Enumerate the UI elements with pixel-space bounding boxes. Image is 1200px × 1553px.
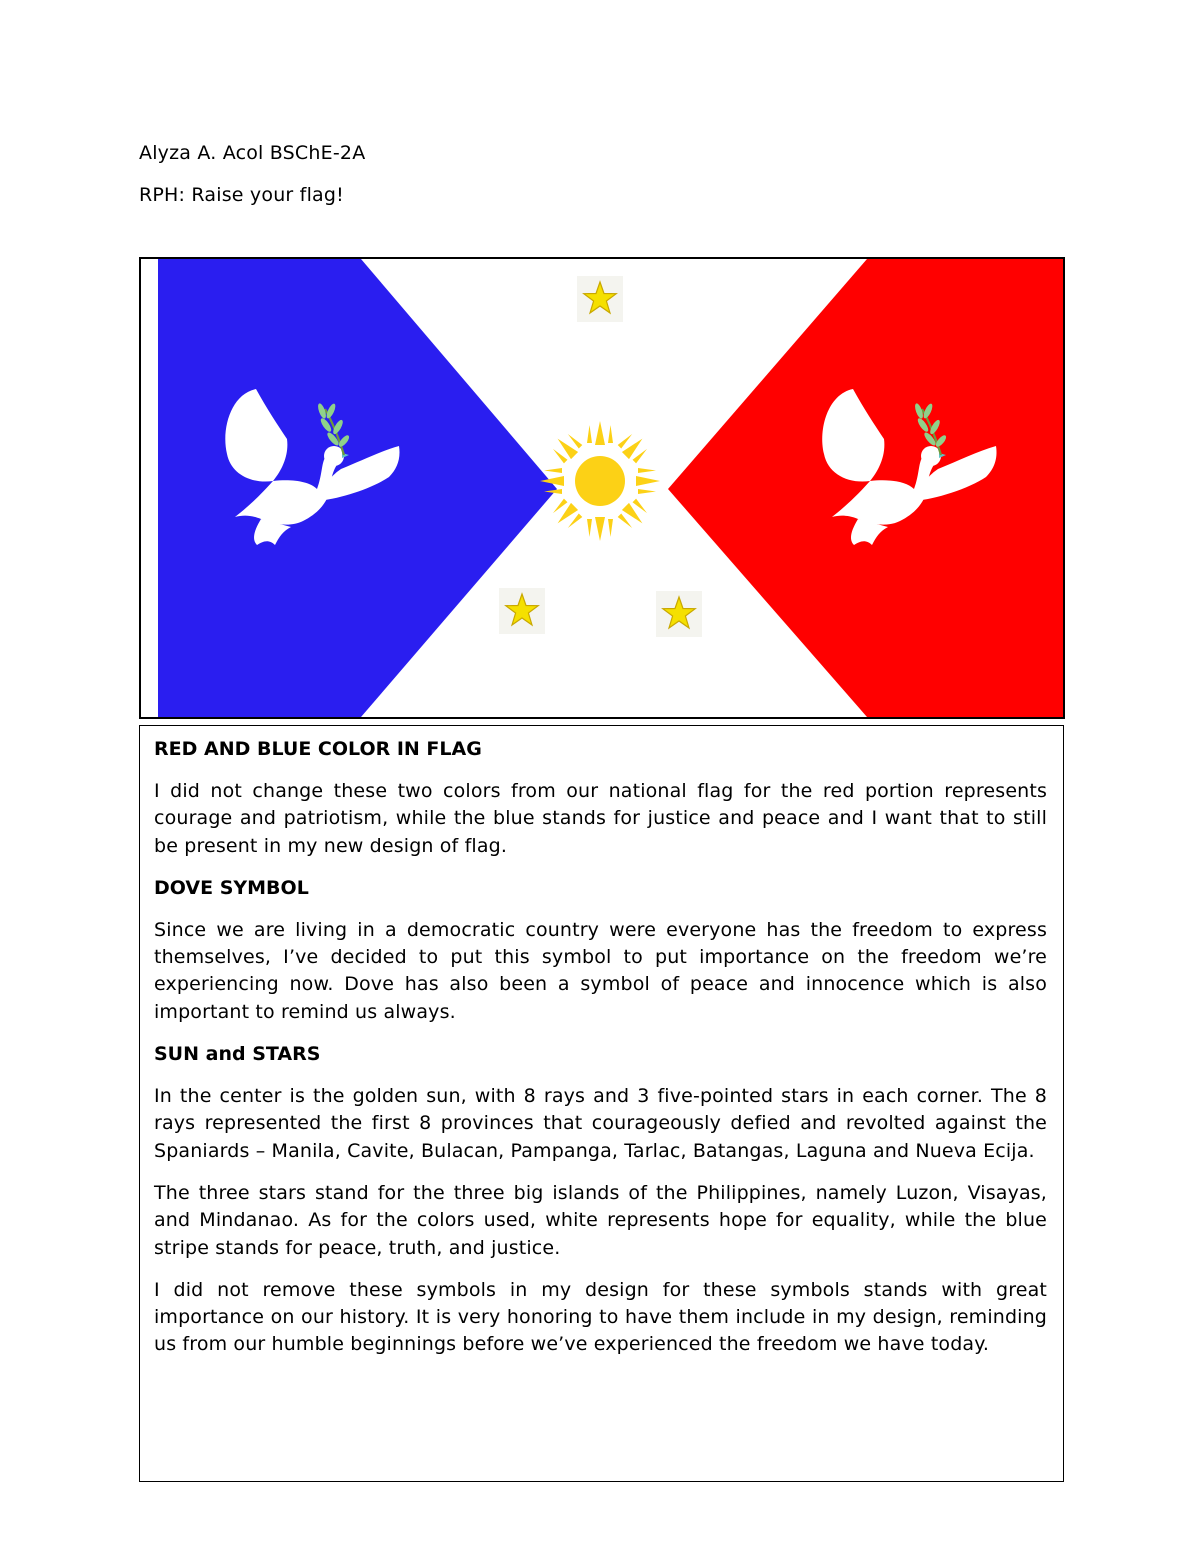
star-icon [656, 591, 702, 637]
section-paragraph: I did not remove these symbols in my design for these symbols stands with great importance on our history. It is very honoring to have them include in my design, reminding us from our humble beginnings before we’ve experienced the freedom we have today. [154, 1278, 1047, 1356]
star-icon [577, 276, 623, 322]
section-heading: SUN and STARS [154, 1043, 321, 1066]
assignment-title: RPH: Raise your flag! [139, 184, 344, 206]
section-paragraph: The three stars stand for the three big islands of the Philippines, namely Luzon, Visayas, and Mindanao. As for the colors used, white represents hope for equality, while the blue stripe stands for peace, truth, and justice. [154, 1181, 1047, 1259]
flag-svg [141, 259, 1063, 717]
section-paragraph: In the center is the golden sun, with 8 rays and 3 five-pointed stars in each corner. The 8 rays represented the first 8 provinces that courageously defied and revolted against the Spaniards – Manila, Cavite, Bulacan, Pampanga, Tarlac, Batangas, Laguna and Nueva Ecija. [154, 1085, 1047, 1162]
golden-sun-icon [540, 421, 660, 541]
star-icon [499, 588, 545, 634]
section-paragraph: I did not change these two colors from our national flag for the red portion represents courage and patriotism, while the blue stands for justice and peace and I want that to still be present in my new design of flag. [154, 780, 1047, 857]
author-line: Alyza A. Acol BSChE-2A [139, 142, 366, 164]
section-paragraph: Since we are living in a democratic country were everyone has the freedom to express themselves, I’ve decided to put this symbol to put importance on the freedom we’re experiencing now. Dove has also been a symbol of peace and innocence which is also important to remind us always. [154, 918, 1047, 1023]
flag-design-image [139, 257, 1065, 719]
section-heading: RED AND BLUE COLOR IN FLAG [154, 738, 482, 760]
explanation-box [139, 725, 1064, 1482]
section-heading: DOVE SYMBOL [154, 876, 309, 899]
